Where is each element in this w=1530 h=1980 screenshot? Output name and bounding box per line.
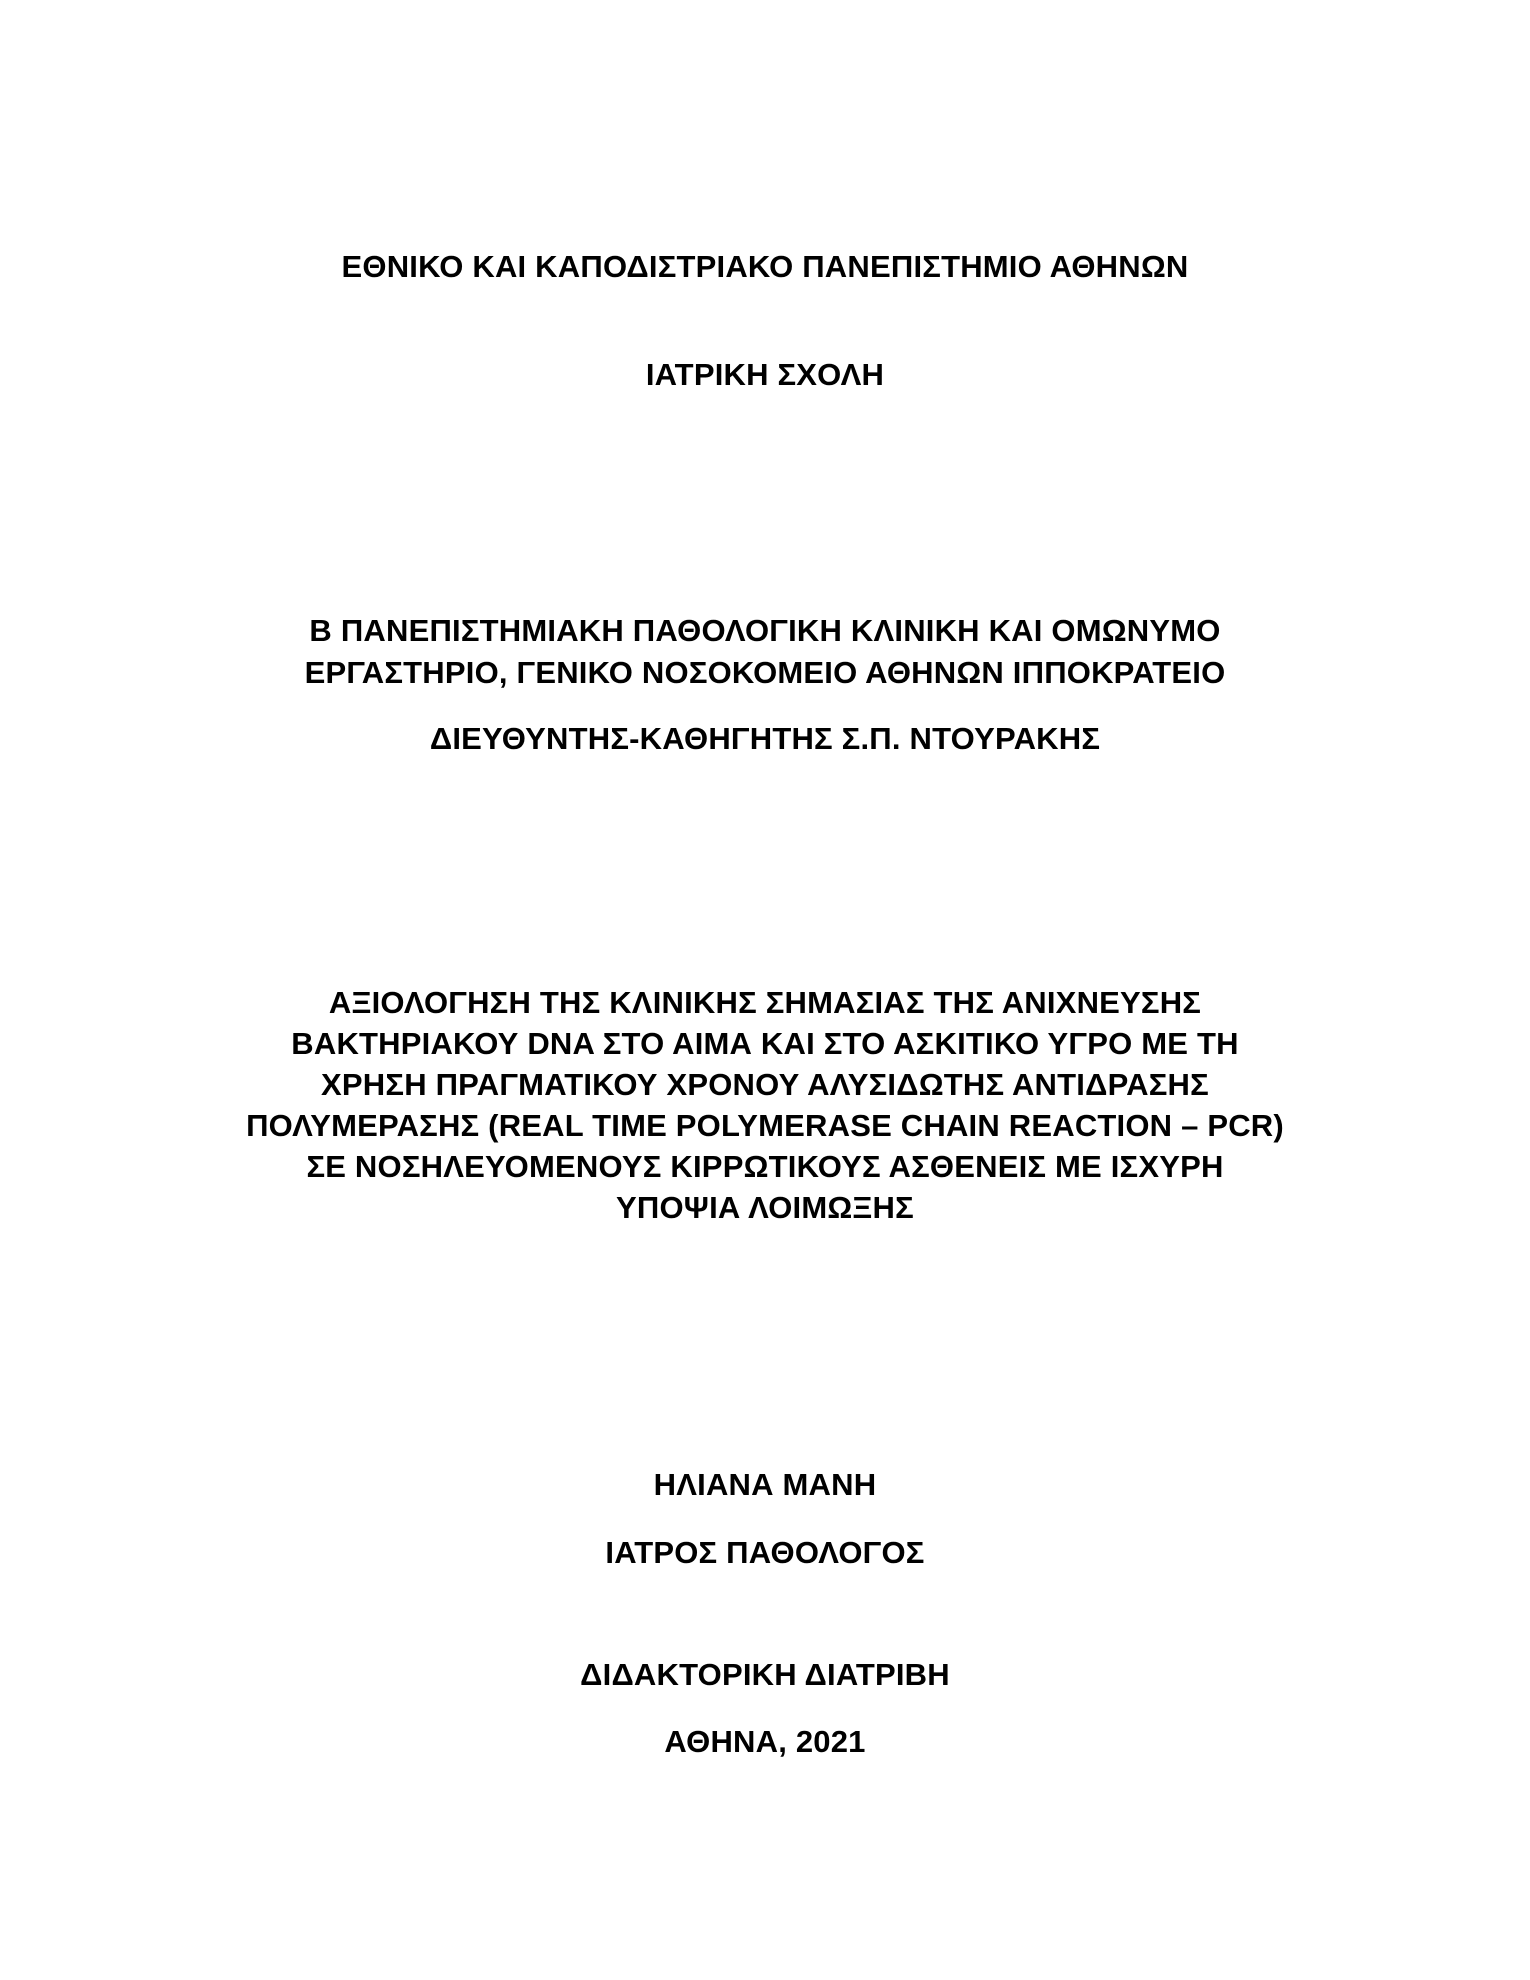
university-name: ΕΘΝΙΚΟ ΚΑΙ ΚΑΠΟΔΙΣΤΡΙΑΚΟ ΠΑΝΕΠΙΣΤΗΜΙΟ ΑΘΗΝΩΝ (341, 249, 1189, 284)
thesis-type: ΔΙΔΑΚΤΟΡΙΚΗ ΔΙΑΤΡΙΒΗ (580, 1657, 950, 1692)
thesis-title-line-3: ΧΡΗΣΗ ΠΡΑΓΜΑΤΙΚΟΥ ΧΡΟΝΟΥ ΑΛΥΣΙΔΩΤΗΣ ΑΝΤΙΔΡΑΣΗΣ (321, 1067, 1209, 1102)
thesis-title-line-4: ΠΟΛΥΜΕΡΑΣΗΣ (REAL TIME POLYMERASE CHAIN REACTION – PCR) (246, 1108, 1284, 1143)
clinic-line-2: ΕΡΓΑΣΤΗΡΙΟ, ΓΕΝΙΚΟ ΝΟΣΟΚΟΜΕΙΟ ΑΘΗΝΩΝ ΙΠΠΟΚΡΑΤΕΙΟ (304, 655, 1226, 690)
thesis-title-line-1: ΑΞΙΟΛΟΓΗΣΗ ΤΗΣ ΚΛΙΝΙΚΗΣ ΣΗΜΑΣΙΑΣ ΤΗΣ ΑΝΙΧΝΕΥΣΗΣ (328, 985, 1202, 1020)
author-name: ΗΛΙΑΝΑ ΜΑΝΗ (653, 1467, 877, 1502)
place-date: ΑΘΗΝΑ, 2021 (664, 1724, 866, 1759)
thesis-title-line-6: ΥΠΟΨΙΑ ΛΟΙΜΩΞΗΣ (616, 1190, 914, 1225)
director: ΔΙΕΥΘΥΝΤΗΣ-ΚΑΘΗΓΗΤΗΣ Σ.Π. ΝΤΟΥΡΑΚΗΣ (429, 721, 1101, 756)
school-name: ΙΑΤΡΙΚΗ ΣΧΟΛΗ (645, 357, 885, 392)
author-role: ΙΑΤΡΟΣ ΠΑΘΟΛΟΓΟΣ (605, 1535, 925, 1570)
thesis-title-line-5: ΣΕ ΝΟΣΗΛΕΥΟΜΕΝΟΥΣ ΚΙΡΡΩΤΙΚΟΥΣ ΑΣΘΕΝΕΙΣ ΜΕ ΙΣΧΥΡΗ (306, 1149, 1224, 1184)
clinic-line-1: Β ΠΑΝΕΠΙΣΤΗΜΙΑΚΗ ΠΑΘΟΛΟΓΙΚΗ ΚΛΙΝΙΚΗ ΚΑΙ ΟΜΩΝΥΜΟ (309, 613, 1221, 648)
thesis-title-line-2: ΒΑΚΤΗΡΙΑΚΟΥ DNA ΣΤΟ ΑΙΜΑ ΚΑΙ ΣΤΟ ΑΣΚΙΤΙΚΟ ΥΓΡΟ ΜΕ ΤΗ (291, 1026, 1239, 1061)
